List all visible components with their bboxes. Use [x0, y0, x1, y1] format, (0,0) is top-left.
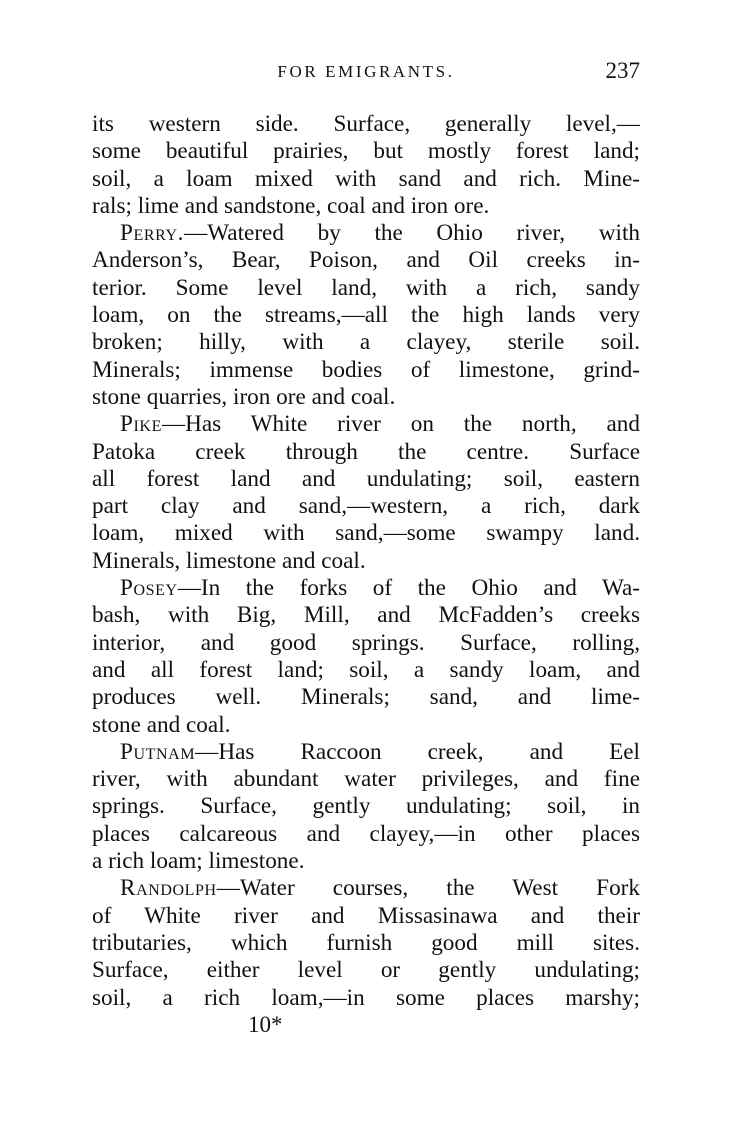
signature-mark: 10* — [248, 1012, 283, 1037]
text-line: broken; hilly, with a clayey, sterile soil. — [92, 329, 640, 356]
text-line: and all forest land; soil, a sandy loam, and — [92, 656, 640, 683]
text-line: of White river and Missasinawa and their — [92, 902, 640, 929]
text-line: Anderson’s, Bear, Poison, and Oil creeks in- — [92, 247, 640, 274]
entry-perry-first-line — [92, 220, 640, 247]
text-line: terior. Some level land, with a rich, sandy — [92, 274, 640, 301]
entry-randolph-first-line — [92, 875, 640, 902]
text-line: bash, with Big, Mill, and McFadden’s creeks — [92, 602, 640, 629]
text-line: soil, a rich loam,—in some places marshy; — [92, 984, 640, 1011]
text-line: stone and coal. — [92, 711, 231, 738]
county-name-perry: Perry. — [120, 220, 185, 247]
county-name-pike: Pike — [120, 411, 162, 438]
text-run: —Watered by the Ohio river, with — [184, 220, 640, 247]
text-line: Minerals, limestone and coal. — [92, 547, 366, 574]
page-number: 237 — [605, 58, 640, 83]
text-line: Surface, either level or gently undulating; — [92, 957, 640, 984]
entry-pike-first-line — [92, 411, 640, 438]
county-name-putnam: Putnam — [120, 738, 196, 765]
entry-posey-first-line — [92, 575, 640, 602]
text-line: soil, a loam mixed with sand and rich. Mine- — [92, 165, 640, 192]
body-text — [92, 111, 640, 1012]
text-line: river, with abundant water privileges, and fine — [92, 766, 640, 793]
text-line: Minerals; immense bodies of limestone, grind- — [92, 356, 640, 383]
text-line: springs. Surface, gently undulating; soil, in — [92, 793, 640, 820]
text-line: stone quarries, iron ore and coal. — [92, 383, 396, 410]
county-name-posey: Posey — [120, 575, 178, 602]
text-line: produces well. Minerals; sand, and lime- — [92, 684, 640, 711]
county-name-randolph: Randolph — [120, 875, 217, 902]
text-line: interior, and good springs. Surface, rolling, — [92, 629, 640, 656]
text-line: its western side. Surface, generally level,— — [92, 111, 640, 137]
text-run: —Has White river on the north, and — [161, 411, 640, 438]
text-run: —Water courses, the West Fork — [216, 875, 640, 902]
running-header — [92, 58, 640, 88]
text-line: some beautiful prairies, but mostly forest land; — [92, 138, 640, 165]
text-line: rals; lime and sandstone, coal and iron ore. — [92, 192, 490, 219]
text-line: tributaries, which furnish good mill sites. — [92, 929, 640, 956]
text-line: all forest land and undulating; soil, eastern — [92, 465, 640, 492]
running-title: FOR EMIGRANTS. — [277, 62, 455, 81]
text-run: —In the forks of the Ohio and Wa- — [177, 575, 640, 602]
text-line: a rich loam; limestone. — [92, 848, 305, 875]
text-line: part clay and sand,—western, a rich, dark — [92, 493, 640, 520]
text-line: loam, mixed with sand,—some swampy land. — [92, 520, 640, 547]
text-line: loam, on the streams,—all the high lands very — [92, 302, 640, 329]
text-line: places calcareous and clayey,—in other places — [92, 820, 640, 847]
text-run: —Has Raccoon creek, and Eel — [195, 738, 640, 765]
text-line: Patoka creek through the centre. Surface — [92, 438, 640, 465]
entry-putnam-first-line — [92, 739, 640, 766]
